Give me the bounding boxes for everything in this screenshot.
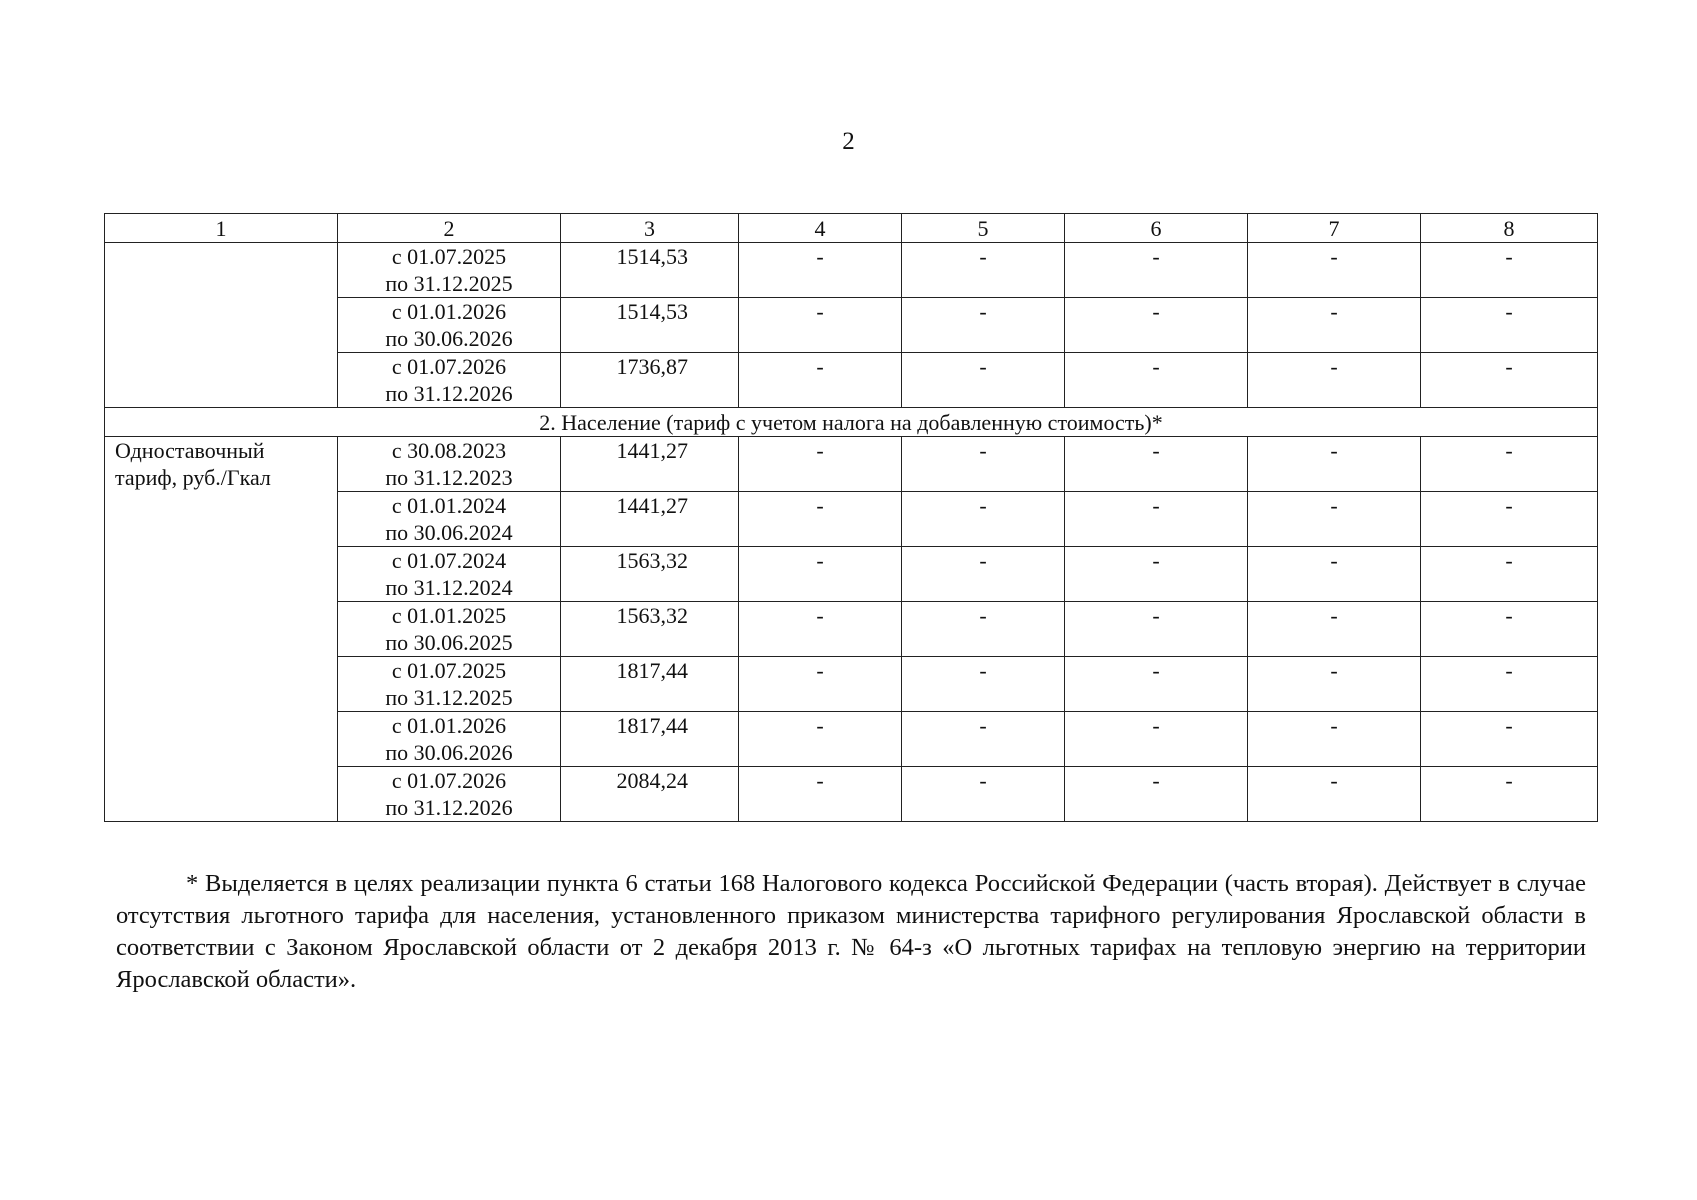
dash-cell: -	[1421, 602, 1598, 657]
dash-cell: -	[1421, 712, 1598, 767]
header-cell: 4	[739, 214, 902, 243]
period-from: с 01.01.2026	[391, 713, 507, 738]
tariff-value-cell: 1441,27	[561, 492, 739, 547]
dash-cell: -	[902, 437, 1065, 492]
period-to: по 30.06.2026	[385, 740, 513, 765]
period-to: по 30.06.2025	[385, 630, 513, 655]
header-cell: 7	[1248, 214, 1421, 243]
tariff-value-cell: 1563,32	[561, 547, 739, 602]
dash-cell: -	[1248, 492, 1421, 547]
section-title: 2. Население (тариф с учетом налога на добавленную стоимость)*	[105, 408, 1598, 437]
period-to: по 30.06.2026	[385, 326, 513, 351]
dash-cell: -	[739, 712, 902, 767]
dash-cell: -	[1065, 657, 1248, 712]
period-to: по 31.12.2026	[385, 381, 513, 406]
tariff-value-cell: 1514,53	[561, 243, 739, 298]
period-to: по 31.12.2024	[385, 575, 513, 600]
period-from: с 01.07.2024	[391, 548, 507, 573]
header-row	[105, 214, 1598, 243]
dash-cell: -	[902, 353, 1065, 408]
dash-cell: -	[1065, 602, 1248, 657]
dash-cell: -	[1065, 767, 1248, 822]
dash-cell: -	[902, 657, 1065, 712]
dash-cell: -	[1248, 243, 1421, 298]
dash-cell: -	[902, 243, 1065, 298]
period-cell	[338, 243, 561, 298]
period-from: с 01.01.2025	[391, 603, 507, 628]
period-cell	[338, 492, 561, 547]
dash-cell: -	[1065, 492, 1248, 547]
dash-cell: -	[1065, 353, 1248, 408]
tariff-value-cell: 1441,27	[561, 437, 739, 492]
dash-cell: -	[1421, 492, 1598, 547]
period-to: по 31.12.2023	[385, 465, 513, 490]
period-cell	[338, 657, 561, 712]
dash-cell: -	[1065, 547, 1248, 602]
dash-cell: -	[1065, 298, 1248, 353]
dash-cell: -	[902, 767, 1065, 822]
header-cell: 1	[105, 214, 338, 243]
period-cell	[338, 353, 561, 408]
tariff-value-cell: 1736,87	[561, 353, 739, 408]
dash-cell: -	[1065, 712, 1248, 767]
period-to: по 31.12.2025	[385, 685, 513, 710]
footnote: * Выделяется в целях реализации пункта 6 статьи 168 Налогового кодекса Российской Федерации (часть вторая). Действует в случае отсутствия льготного тарифа для населения, установленного приказом министерства тарифного регулирования Ярославской области в соответствии с Законом Ярославской области от 2 декабря 2013 г. № 64-з «О льготных тарифах на тепловую энергию на территории Ярославской области».	[116, 870, 1586, 993]
dash-cell: -	[1248, 437, 1421, 492]
period-from: с 01.07.2026	[391, 768, 507, 793]
period-to: по 31.12.2026	[385, 795, 513, 820]
header-cell: 5	[902, 214, 1065, 243]
dash-cell: -	[1421, 657, 1598, 712]
dash-cell: -	[1065, 437, 1248, 492]
period-from: с 01.01.2026	[391, 299, 507, 324]
dash-cell: -	[739, 767, 902, 822]
dash-cell: -	[1421, 243, 1598, 298]
dash-cell: -	[902, 602, 1065, 657]
dash-cell: -	[739, 492, 902, 547]
dash-cell: -	[739, 547, 902, 602]
dash-cell: -	[1421, 767, 1598, 822]
period-from: с 01.07.2025	[391, 658, 507, 683]
period-to: по 30.06.2024	[385, 520, 513, 545]
table-row	[105, 243, 1598, 298]
dash-cell: -	[1248, 547, 1421, 602]
period-from: с 30.08.2023	[391, 438, 507, 463]
dash-cell: -	[902, 712, 1065, 767]
period-from: с 01.07.2026	[391, 354, 507, 379]
dash-cell: -	[902, 492, 1065, 547]
dash-cell: -	[1248, 657, 1421, 712]
period-from: с 01.01.2024	[391, 493, 507, 518]
tariff-value-cell: 1817,44	[561, 712, 739, 767]
tariff-value-cell: 1514,53	[561, 298, 739, 353]
header-cell: 2	[338, 214, 561, 243]
dash-cell: -	[739, 657, 902, 712]
dash-cell: -	[739, 602, 902, 657]
tariff-name-line: тариф, руб./Гкал	[115, 465, 271, 490]
dash-cell: -	[739, 437, 902, 492]
period-to: по 31.12.2025	[385, 271, 513, 296]
tariff-value-cell: 1817,44	[561, 657, 739, 712]
period-cell	[338, 547, 561, 602]
dash-cell: -	[1248, 353, 1421, 408]
period-from: с 01.07.2025	[391, 244, 507, 269]
dash-cell: -	[1421, 298, 1598, 353]
dash-cell: -	[739, 243, 902, 298]
tariff-table	[104, 213, 1598, 822]
tariff-name-line: Одноставочный	[115, 438, 265, 463]
header-cell: 3	[561, 214, 739, 243]
page-number: 2	[842, 128, 855, 155]
dash-cell: -	[1421, 547, 1598, 602]
period-cell	[338, 602, 561, 657]
dash-cell: -	[1421, 353, 1598, 408]
tariff-value-cell: 1563,32	[561, 602, 739, 657]
empty-name-cell	[105, 243, 338, 408]
period-cell	[338, 298, 561, 353]
period-cell	[338, 437, 561, 492]
dash-cell: -	[1248, 298, 1421, 353]
dash-cell: -	[1248, 602, 1421, 657]
tariff-value-cell: 2084,24	[561, 767, 739, 822]
dash-cell: -	[739, 353, 902, 408]
header-cell: 6	[1065, 214, 1248, 243]
period-cell	[338, 767, 561, 822]
dash-cell: -	[739, 298, 902, 353]
section-row	[105, 408, 1598, 437]
dash-cell: -	[1248, 767, 1421, 822]
dash-cell: -	[902, 298, 1065, 353]
dash-cell: -	[1248, 712, 1421, 767]
dash-cell: -	[1065, 243, 1248, 298]
tariff-name-cell	[105, 437, 338, 822]
dash-cell: -	[1421, 437, 1598, 492]
dash-cell: -	[902, 547, 1065, 602]
period-cell	[338, 712, 561, 767]
table-row	[105, 437, 1598, 492]
header-cell: 8	[1421, 214, 1598, 243]
